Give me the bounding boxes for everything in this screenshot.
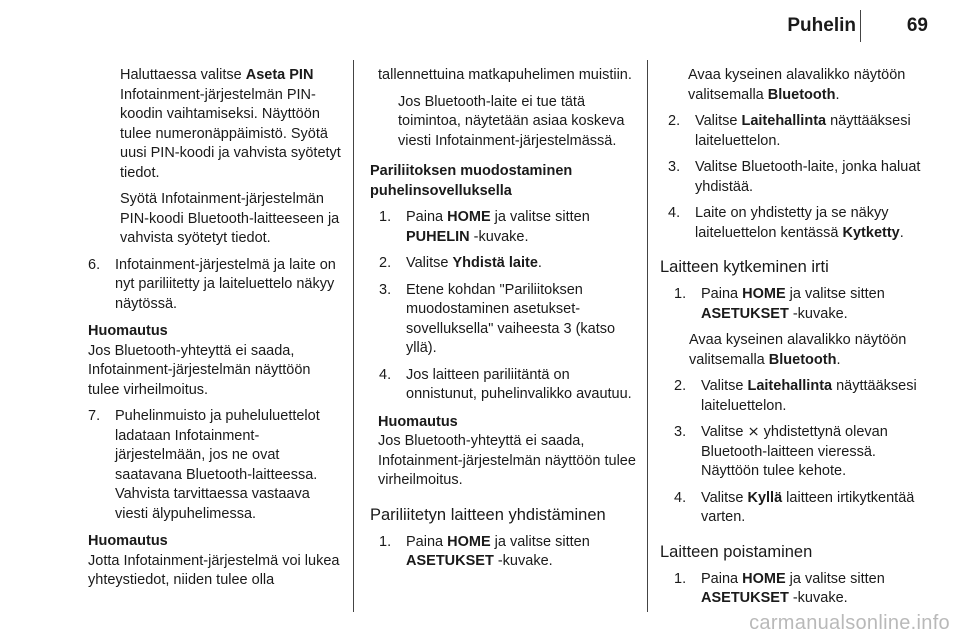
text-run: ja valitse sitten xyxy=(785,286,885,302)
bold-term: Laitehallinta xyxy=(747,378,833,394)
list-item xyxy=(379,208,636,247)
text-run: -kuvake. xyxy=(493,553,553,569)
text-run: Laite on yhdistetty ja se näkyy laiteluettelon kentässä xyxy=(695,205,889,241)
list-item xyxy=(674,489,930,528)
step-list xyxy=(660,570,930,609)
note-text: Jos Bluetooth-yhteyttä ei saada, Infotainment-järjestelmän näyttöön tulee virheilmoitus. xyxy=(88,342,311,398)
page-section-title: Puhelin xyxy=(787,15,856,36)
step-text xyxy=(406,366,636,405)
paragraph: tallennettuina matkapuhelimen muistiin. xyxy=(378,67,632,83)
step-number: 1. xyxy=(379,209,392,225)
list-item xyxy=(88,407,344,524)
section-heading: Laitteen poistaminen xyxy=(660,542,813,561)
column-divider xyxy=(647,60,648,612)
header-divider xyxy=(860,10,861,42)
rich-paragraph xyxy=(88,66,344,183)
rich-paragraph xyxy=(660,66,930,105)
step-list xyxy=(370,208,636,405)
paragraph: Jos Bluetooth-laite ei tue tätä toimintoa, näytetään asiaa koskeva viesti Infotainment-järjestelmässä. xyxy=(398,93,625,149)
list-item xyxy=(668,158,930,197)
note-text: Jotta Infotainment-järjestelmä voi lukea yhteystiedot, niiden tulee olla xyxy=(88,552,340,588)
step-text xyxy=(695,112,930,151)
bold-term: ASETUKSET xyxy=(701,590,789,606)
step-text xyxy=(701,377,930,416)
step-text xyxy=(695,204,930,243)
column-1 xyxy=(88,66,344,591)
step-text xyxy=(406,533,636,572)
step-number: 1. xyxy=(674,286,687,302)
step-number: 1. xyxy=(379,533,392,550)
text-run: Jos laitteen pariliitäntä on onnistunut, puhelinvalikko avautuu. xyxy=(406,366,632,402)
step-text xyxy=(406,208,636,247)
list-item xyxy=(379,254,636,274)
list-item xyxy=(674,285,930,324)
subsection-heading: Pariliitoksen muodostaminen puhelinsovelluksella xyxy=(370,163,573,199)
bold-term: Aseta PIN xyxy=(245,67,314,83)
text-run: Valitse xyxy=(701,489,748,506)
step-list xyxy=(370,533,636,572)
note-heading: Huomautus xyxy=(378,413,458,430)
bold-term: ASETUKSET xyxy=(406,553,494,569)
step-text xyxy=(701,489,930,528)
bold-term: HOME xyxy=(742,286,786,302)
step-list xyxy=(660,377,930,528)
paragraph: Syötä Infotainment-järjestelmän PIN-koodi Bluetooth-laitteeseen ja vahvista syötetyt tiedot. xyxy=(120,191,340,246)
text-run: Paina xyxy=(406,209,448,225)
column-3 xyxy=(660,66,930,609)
section-heading: Laitteen kytkeminen irti xyxy=(660,258,829,276)
list-item xyxy=(674,377,930,416)
step-number: 4. xyxy=(674,489,687,506)
list-item xyxy=(668,112,930,151)
bold-term: Kyllä xyxy=(747,489,783,506)
text-run: -kuvake. xyxy=(469,228,529,245)
step-list xyxy=(660,112,930,243)
text-run: Paina xyxy=(701,286,743,302)
text-run: laitteen irtikytkentää varten. xyxy=(701,489,915,525)
text-run: näyttääksesi laiteluettelon. xyxy=(701,378,917,414)
bold-term: Bluetooth xyxy=(767,86,836,103)
text-run: Valitse xyxy=(695,113,742,129)
text-run: Valitse ⨯ yhdistettynä olevan Bluetooth-laitteen vieressä. Näyttöön tulee kehote. xyxy=(701,424,888,479)
list-item xyxy=(88,256,344,315)
watermark: carmanualsonline.info xyxy=(749,612,950,634)
bold-term: Bluetooth xyxy=(768,351,837,368)
list-item xyxy=(379,281,636,359)
note-heading: Huomautus xyxy=(88,533,168,549)
text-run: Valitse Bluetooth-laite, jonka haluat yhdistää. xyxy=(695,159,921,195)
list-item xyxy=(674,423,930,482)
bold-term: HOME xyxy=(447,533,491,550)
bold-term: ASETUKSET xyxy=(701,305,789,322)
note-text: Jos Bluetooth-yhteyttä ei saada, Infotainment-järjestelmän näyttöön tulee virheilmoitus. xyxy=(378,433,636,488)
bold-term: Kytketty xyxy=(842,224,900,241)
column-divider xyxy=(353,60,354,612)
bold-term: Laitehallinta xyxy=(741,113,827,129)
step-text xyxy=(701,570,930,609)
step-text xyxy=(406,254,636,274)
text-run: Avaa kyseinen alavalikko näytöön valitsemalla xyxy=(689,332,907,368)
step-text: Puhelinmuisto ja puheluluettelot ladataan Infotainment-järjestelmään, jos ne ovat saatavana Bluetooth-laitteessa. Vahvista tarvittaessa vastaava viesti älypuhelimessa. xyxy=(115,408,320,522)
step-number: 3. xyxy=(379,281,392,298)
page-number: 69 xyxy=(906,15,928,36)
step-text xyxy=(406,281,636,359)
text-run: . xyxy=(537,255,542,271)
text-run: Valitse xyxy=(406,255,453,271)
list-item xyxy=(674,570,930,609)
text-run: ja valitse sitten xyxy=(490,209,590,225)
bold-term: HOME xyxy=(447,209,491,225)
step-number: 2. xyxy=(674,378,687,394)
list-item xyxy=(379,533,636,572)
text-run: Haluttaessa valitse xyxy=(120,67,246,83)
step-number: 3. xyxy=(668,159,681,175)
step-number: 6. xyxy=(88,256,101,273)
step-number: 2. xyxy=(668,113,681,129)
bold-term: HOME xyxy=(742,570,786,587)
text-run: Infotainment-järjestelmän PIN-koodin vaihtamiseksi. Näyttöön tulee numeronäppäimistö. Syötä uusi PIN-koodi ja vahvista syötetyt tiedot. xyxy=(120,86,341,181)
text-run: Avaa kyseinen alavalikko näytöön valitsemalla xyxy=(688,67,906,103)
text-run: näyttääksesi laiteluettelon. xyxy=(695,113,911,149)
section-heading: Pariliitetyn laitteen yhdistäminen xyxy=(370,505,606,524)
step-text: Infotainment-järjestelmä ja laite on nyt pariliitetty ja laiteluettelo näkyy näytössä. xyxy=(115,256,336,312)
step-number: 7. xyxy=(88,408,101,424)
column-2 xyxy=(370,66,636,572)
step-number: 4. xyxy=(379,366,392,383)
list-item xyxy=(379,366,636,405)
step-list xyxy=(660,285,930,324)
bold-term: Yhdistä laite xyxy=(452,255,538,271)
step-text xyxy=(701,285,930,324)
text-run: Etene kohdan "Pariliitoksen muodostaminen asetukset-sovelluksella" vaiheesta 3 (katso yllä). xyxy=(406,281,616,356)
rich-paragraph xyxy=(660,331,930,370)
note-heading: Huomautus xyxy=(88,323,168,339)
step-number: 1. xyxy=(674,570,687,587)
list-item xyxy=(668,204,930,243)
text-run: . xyxy=(836,351,841,368)
text-run: Paina xyxy=(406,533,448,550)
text-run: Valitse xyxy=(701,378,748,394)
text-run: -kuvake. xyxy=(788,305,848,322)
text-run: -kuvake. xyxy=(788,590,848,606)
bold-term: PUHELIN xyxy=(406,228,470,245)
text-run: ja valitse sitten xyxy=(785,570,885,587)
step-number: 2. xyxy=(379,255,392,271)
text-run: ja valitse sitten xyxy=(490,533,590,550)
text-run: . xyxy=(835,86,840,103)
step-number: 3. xyxy=(674,424,687,440)
step-number: 4. xyxy=(668,205,681,221)
text-run: . xyxy=(899,224,904,241)
step-text xyxy=(701,423,930,482)
step-text xyxy=(695,158,930,197)
text-run: Paina xyxy=(701,570,743,587)
